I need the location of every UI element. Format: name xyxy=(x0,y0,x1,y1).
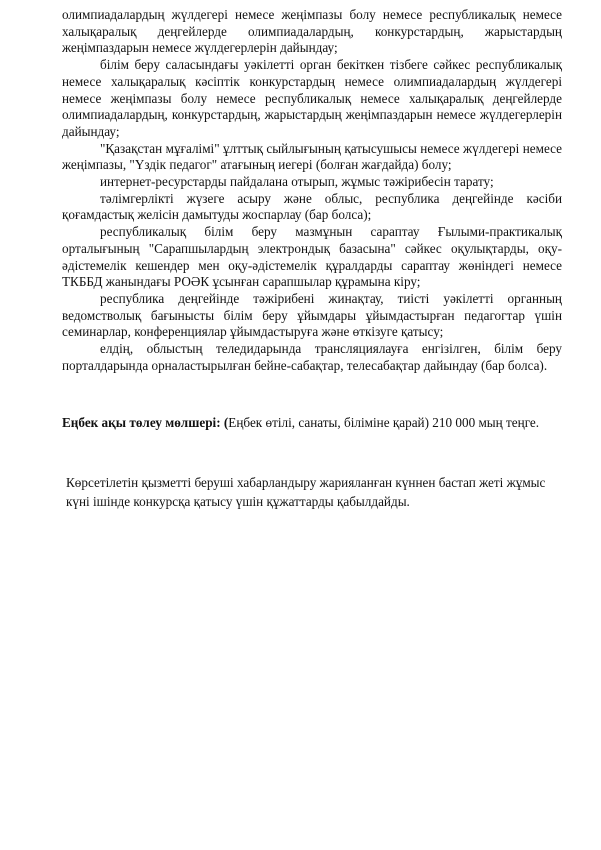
paragraph-professional-contests: білім беру саласындағы уәкілетті орган бекіткен тізбеге сәйкес республикалық немесе халықаралық кәсіптік конкурстардың немесе олимпиадалардың жүлдегері немесе жеңімпазы болу немесе республикалық немесе халықаралық деңгейлерде олимпиадалардың, конкурстардың, жарыстардың жеңімпаздарын немесе жүлдегерлерін дайындау; xyxy=(62,57,562,139)
requirements-text xyxy=(62,7,562,374)
salary-line xyxy=(62,413,562,432)
salary-open-paren: ( xyxy=(223,415,229,430)
paragraph-internet-experience: интернет-ресурстарды пайдалана отырып, жұмыс тәжірибесін тарату; xyxy=(100,174,494,190)
paragraph-seminars: республика деңгейінде тәжірибені жинақтау, тиісті уәкілетті органның ведомстволық бағынысты білім беру ұйымдары ұйымдастырған педагогтар үшін семинарлар, конференциялар ұйымдастыруға және өткізуге қатысу; xyxy=(62,290,562,340)
document-acceptance-notice: Көрсетілетін қызметті беруші хабарландыру жарияланған күннен бастап жеті жұмыс күні ішінде конкурсқа қатысу үшін құжаттарды қабылдайды. xyxy=(66,475,546,509)
salary-label: Еңбек ақы төлеу мөлшері: xyxy=(62,415,221,430)
paragraph-olympiad-winner: олимпиадалардың жүлдегері немесе жеңімпазы болу немесе республикалық немесе халықаралық деңгейлерде олимпиадалардың, конкурстардың, жарыстардың жеңімпаздарын немесе жүлдегерлерін дайындау; xyxy=(62,7,562,56)
salary-value: Еңбек өтілі, санаты, біліміне қарай) 210 000 мың теңге. xyxy=(228,415,540,430)
paragraph-video-lessons: елдің, облыстың теледидарында трансляциялауға енгізілген, білім беру порталдарында орналастырылған бейне-сабақтар, телесабақтар дайындау (бар болса). xyxy=(62,341,562,373)
paragraph-mentoring: тәлімгерлікті жүзеге асыру және облыс, республика деңгейінде кәсіби қоғамдастық желісін дамытуды жоспарлау (бар болса); xyxy=(62,190,562,223)
paragraph-expert-base: республикалық білім беру мазмұнын сараптау Ғылыми-практикалық орталығының "Сарапшылардың электрондық базасына" сәйкес оқулықтарды, оқу-әдістемелік кешендер мен оқу-әдістемелік құралдарды сараптау жөніндегі немесе ТКББД жанындағы РОӘК ұсынған сарапшылар құрамына кіру; xyxy=(62,224,562,290)
paragraph-teacher-award: "Қазақстан мұғалімі" ұлттық сыйлығының қатысушысы немесе жүлдегері немесе жеңімпазы, "Үздік педагог" атағының иегері (болған жағдайда) болу; xyxy=(62,140,562,173)
